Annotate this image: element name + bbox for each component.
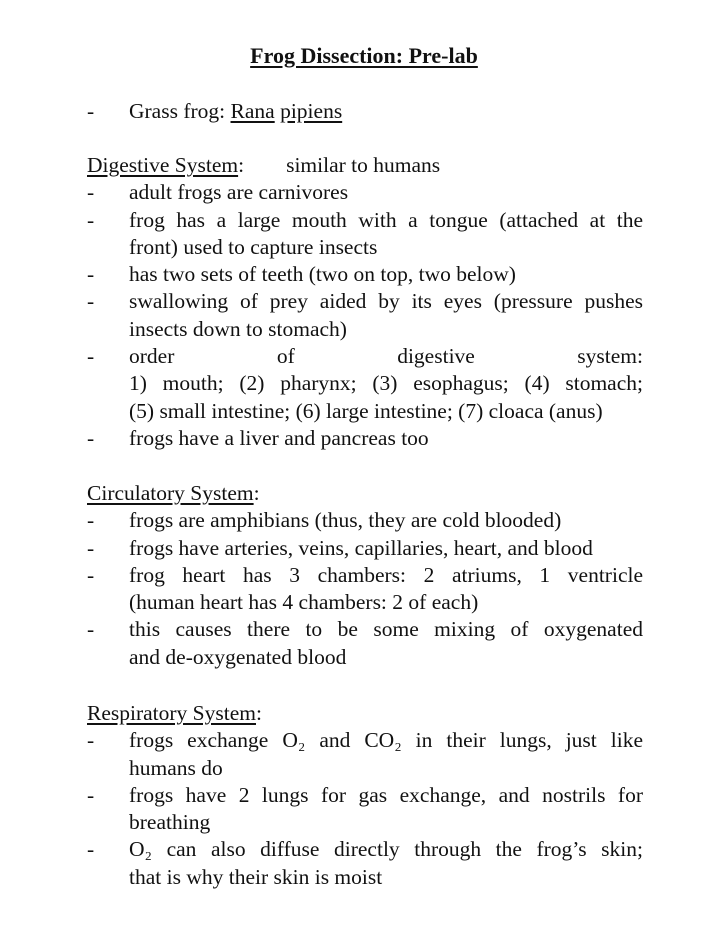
section-heading-note: similar to humans	[286, 153, 441, 177]
list-item	[87, 343, 643, 425]
section-respiratory	[87, 700, 643, 891]
intro-line	[87, 98, 643, 125]
bullet-dash: -	[87, 425, 95, 450]
list-item-line: frogs have arteries, veins, capillaries, heart, and blood	[129, 535, 593, 560]
list-item-line: order of digestive system:	[129, 344, 643, 369]
section-heading-text: Respiratory System	[87, 701, 256, 725]
list-item-line: swallowing of prey aided by its eyes (pressure pushes	[129, 289, 643, 314]
heading-colon: :	[256, 701, 262, 725]
list-item	[87, 727, 643, 782]
list-item	[87, 535, 643, 562]
bullet-dash: -	[87, 617, 95, 642]
bullet-dash: -	[87, 782, 95, 807]
list-item	[87, 425, 643, 452]
list-item-line: frogs are amphibians (thus, they are cold blooded)	[129, 508, 562, 533]
bullet-dash: -	[87, 289, 95, 314]
list-item-line: breathing	[129, 810, 211, 835]
section-circulatory	[87, 480, 643, 671]
list-item-line: frogs have 2 lungs for gas exchange, and nostrils for	[129, 782, 643, 807]
page-title: Frog Dissection: Pre-lab	[250, 43, 478, 68]
list-item-line: adult frogs are carnivores	[129, 180, 349, 205]
bullet-dash: -	[87, 728, 95, 753]
list-item-line: this causes there to be some mixing of oxygenated	[129, 617, 643, 642]
list-item	[87, 179, 643, 206]
list-item-line: O₂ can also diffuse directly through the frog’s skin;	[129, 837, 643, 862]
list-item	[87, 98, 643, 125]
list-item	[87, 836, 643, 891]
list-item	[87, 507, 643, 534]
bullet-dash: -	[87, 508, 95, 533]
list-item	[87, 207, 643, 262]
list-item-line: frog has a large mouth with a tongue (attached at the	[129, 207, 643, 232]
list-item	[87, 782, 643, 837]
bullet-dash: -	[87, 99, 95, 123]
list-item	[87, 261, 643, 288]
list-item-line: front) used to capture insects	[129, 234, 378, 259]
bullet-dash: -	[87, 207, 95, 232]
section-heading	[87, 480, 643, 507]
list-item-line: humans do	[129, 755, 223, 780]
list-item-line: has two sets of teeth (two on top, two below)	[129, 262, 516, 287]
bullet-dash: -	[87, 562, 95, 587]
heading-colon: :	[253, 481, 260, 505]
section-heading-text: Digestive System	[87, 153, 239, 177]
bullet-dash: -	[87, 344, 95, 369]
list-item	[87, 288, 643, 343]
bullet-dash: -	[87, 837, 95, 862]
list-item	[87, 616, 643, 671]
heading-colon: :	[238, 153, 245, 177]
section-digestive	[87, 152, 643, 452]
bullet-dash: -	[87, 262, 95, 287]
bullet-dash: -	[87, 535, 95, 560]
list-item-line: that is why their skin is moist	[129, 864, 383, 889]
intro-label: Grass frog:	[129, 99, 231, 123]
list-item-line: insects down to stomach)	[129, 316, 347, 341]
list-item-line: and de-oxygenated blood	[129, 644, 347, 669]
list-item-line: frogs have a liver and pancreas too	[129, 425, 429, 450]
list-item-line: frogs exchange O₂ and CO₂ in their lungs, just like	[129, 728, 643, 753]
list-item-line: (5) small intestine; (6) large intestine; (7) cloaca (anus)	[129, 398, 603, 423]
section-heading	[87, 700, 643, 727]
genus: Rana	[230, 99, 275, 123]
species: pipiens	[280, 99, 343, 123]
section-heading-text: Circulatory System	[87, 481, 254, 505]
list-item-line: (human heart has 4 chambers: 2 of each)	[129, 590, 479, 615]
list-item-line: frog heart has 3 chambers: 2 atriums, 1 ventricle	[129, 562, 643, 587]
section-heading	[87, 152, 643, 179]
list-item	[87, 562, 643, 617]
list-item-line: 1) mouth; (2) pharynx; (3) esophagus; (4) stomach;	[129, 371, 643, 396]
bullet-dash: -	[87, 180, 95, 205]
